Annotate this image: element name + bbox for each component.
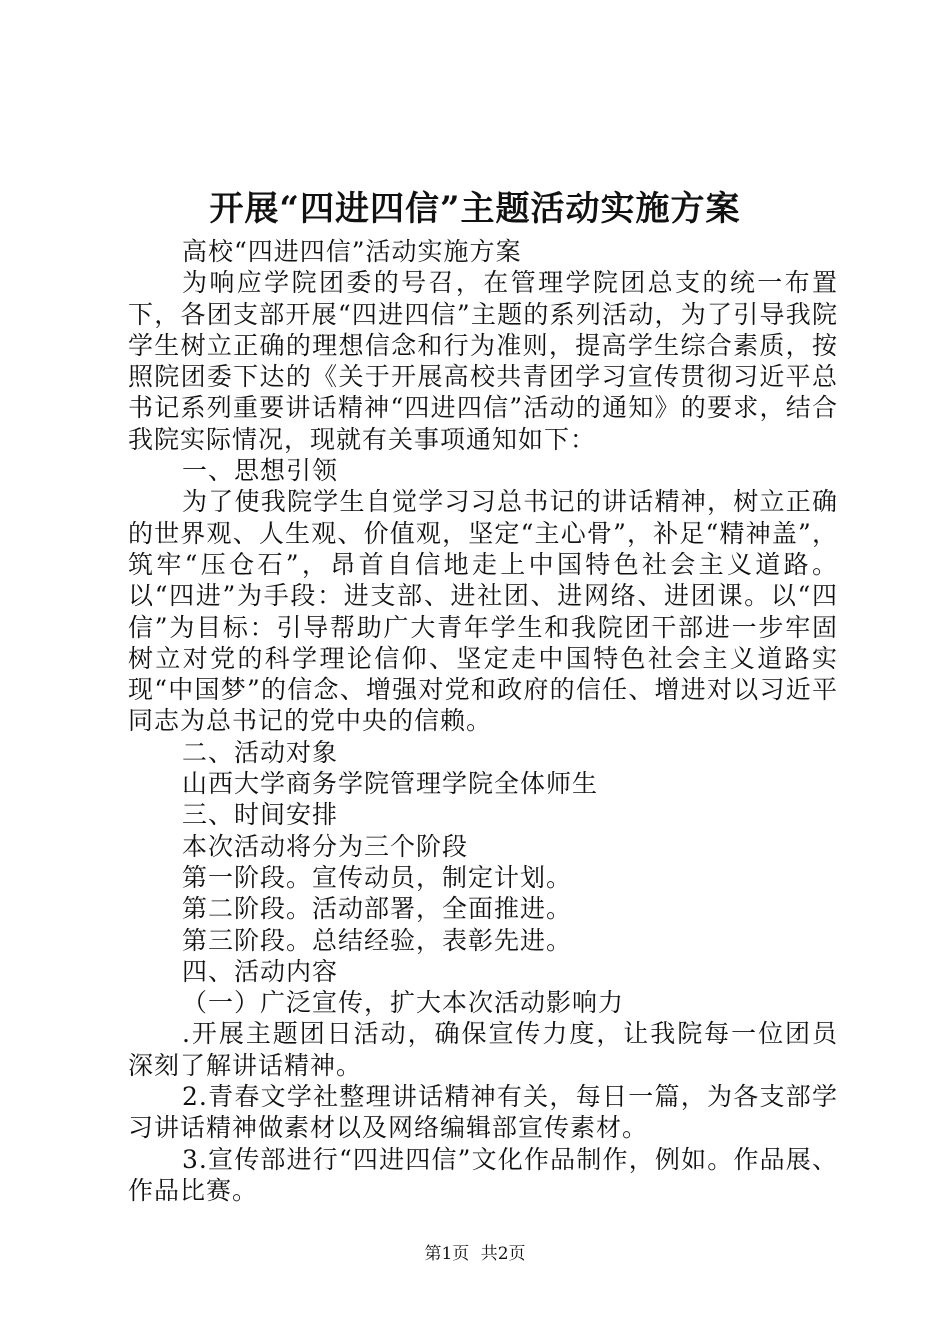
- list-item: 第二阶段。活动部署，全面推进。: [182, 894, 573, 924]
- paragraph: 山西大学商务学院管理学院全体师生: [182, 769, 599, 799]
- list-item: 第一阶段。宣传动员，制定计划。: [182, 862, 573, 892]
- list-item: 第三阶段。总结经验，表彰先进。: [182, 925, 573, 955]
- subsection-heading: （一）广泛宣传，扩大本次活动影响力: [182, 988, 625, 1018]
- section-heading: 二、活动对象: [182, 737, 339, 767]
- section-heading: 三、时间安排: [182, 800, 339, 830]
- paragraph: 为响应学院团委的号召，在管理学院团总支的统一布置下，各团支部开展“四进四信”主题的系列活动，为了引导我院学生树立正确的理想信念和行为准则，提高学生综合素质，按照院团委下达的《关于开展高校共青团学习宣传贯彻习近平总书记系列重要讲话精神“四进四信”活动的通知》的要求，结合我院实际情况，现就有关事项通知如下：: [128, 268, 838, 454]
- section-heading: 四、活动内容: [182, 956, 339, 986]
- list-item: .开展主题团日活动，确保宣传力度，让我院每一位团员深刻了解讲话精神。: [128, 1019, 838, 1080]
- page-total: 共2页: [480, 1244, 526, 1264]
- list-item: 3.宣传部进行“四进四信”文化作品制作，例如。作品展、作品比赛。: [128, 1144, 838, 1205]
- paragraph: 本次活动将分为三个阶段: [182, 831, 469, 861]
- document-body: [128, 236, 838, 1206]
- list-item: 2.青春文学社整理讲话精神有关，每日一篇，为各支部学习讲话精神做素材以及网络编辑部宣传素材。: [128, 1082, 838, 1143]
- document-title: 开展“四进四信”主题活动实施方案: [209, 189, 741, 229]
- paragraph: 高校“四进四信”活动实施方案: [182, 237, 522, 266]
- page-footer: [0, 1242, 950, 1266]
- section-heading: 一、思想引领: [182, 456, 339, 486]
- paragraph: 为了使我院学生自觉学习习总书记的讲话精神，树立正确的世界观、人生观、价值观，坚定“主心骨”，补足“精神盖”，筑牢“压仓石”，昂首自信地走上中国特色社会主义道路。以“四进”为手段：进支部、进社团、进网络、进团课。以“四信”为目标：引导帮助广大青年学生和我院团干部进一步牢固树立对党的科学理论信仰、坚定走中国特色社会主义道路实现“中国梦”的信念、增强对党和政府的信任、增进对以习近平同志为总书记的党中央的信赖。: [128, 487, 838, 736]
- page-number: 第1页: [424, 1244, 470, 1264]
